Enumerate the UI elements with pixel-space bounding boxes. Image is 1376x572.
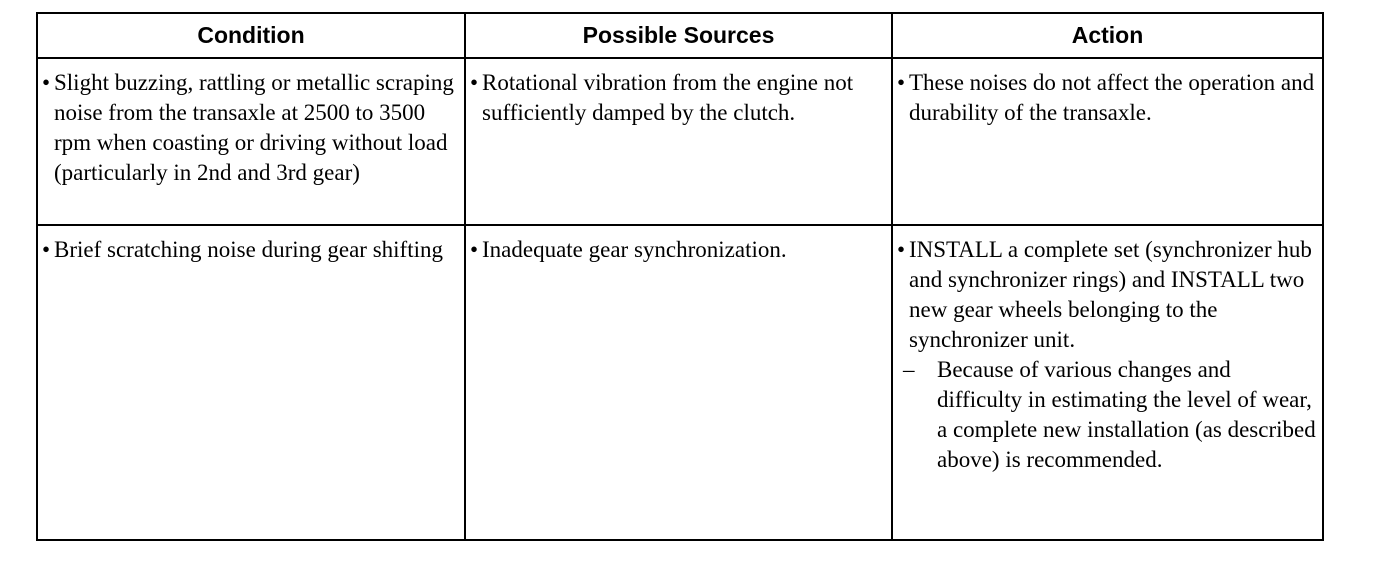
list-item: [42, 235, 460, 265]
condition-text: Slight buzzing, rattling or metallic scraping noise from the transaxle at 2500 to 3500 rpm when coasting or driving without load (particularly in 2nd and 3rd gear): [54, 70, 454, 185]
condition-cell: [37, 225, 465, 540]
diagnosis-table: [36, 12, 1324, 541]
action-cell: [892, 225, 1323, 540]
action-note: [897, 355, 1318, 475]
bullet-icon: •: [42, 237, 51, 262]
condition-cell: [37, 58, 465, 225]
bullet-icon: •: [470, 70, 479, 95]
list-item: [897, 68, 1318, 128]
sources-text: Rotational vibration from the engine not sufficiently damped by the clutch.: [482, 70, 854, 125]
header-action: Action: [892, 13, 1323, 58]
table-row: [37, 225, 1323, 540]
bullet-icon: •: [470, 237, 479, 262]
action-note-text: Because of various changes and difficulty in estimating the level of wear, a complete new installation (as described above) is recommended.: [937, 357, 1316, 472]
bullet-icon: •: [897, 237, 906, 262]
sources-cell: [465, 225, 892, 540]
action-text: These noises do not affect the operation and durability of the transaxle.: [909, 70, 1315, 125]
list-item: [897, 235, 1318, 355]
list-item: [470, 68, 887, 128]
condition-text: Brief scratching noise during gear shifting: [54, 237, 443, 262]
bullet-icon: •: [42, 70, 51, 95]
list-item: [42, 68, 460, 188]
header-condition: Condition: [37, 13, 465, 58]
action-text: INSTALL a complete set (synchronizer hub and synchronizer rings) and INSTALL two new gear wheels belonging to the synchronizer unit.: [909, 237, 1312, 352]
sources-text: Inadequate gear synchronization.: [482, 237, 787, 262]
sources-cell: [465, 58, 892, 225]
dash-icon: –: [903, 357, 915, 382]
header-row: [37, 13, 1323, 58]
list-item: [470, 235, 887, 265]
header-possible-sources: Possible Sources: [465, 13, 892, 58]
action-cell: [892, 58, 1323, 225]
table-row: [37, 58, 1323, 225]
bullet-icon: •: [897, 70, 906, 95]
